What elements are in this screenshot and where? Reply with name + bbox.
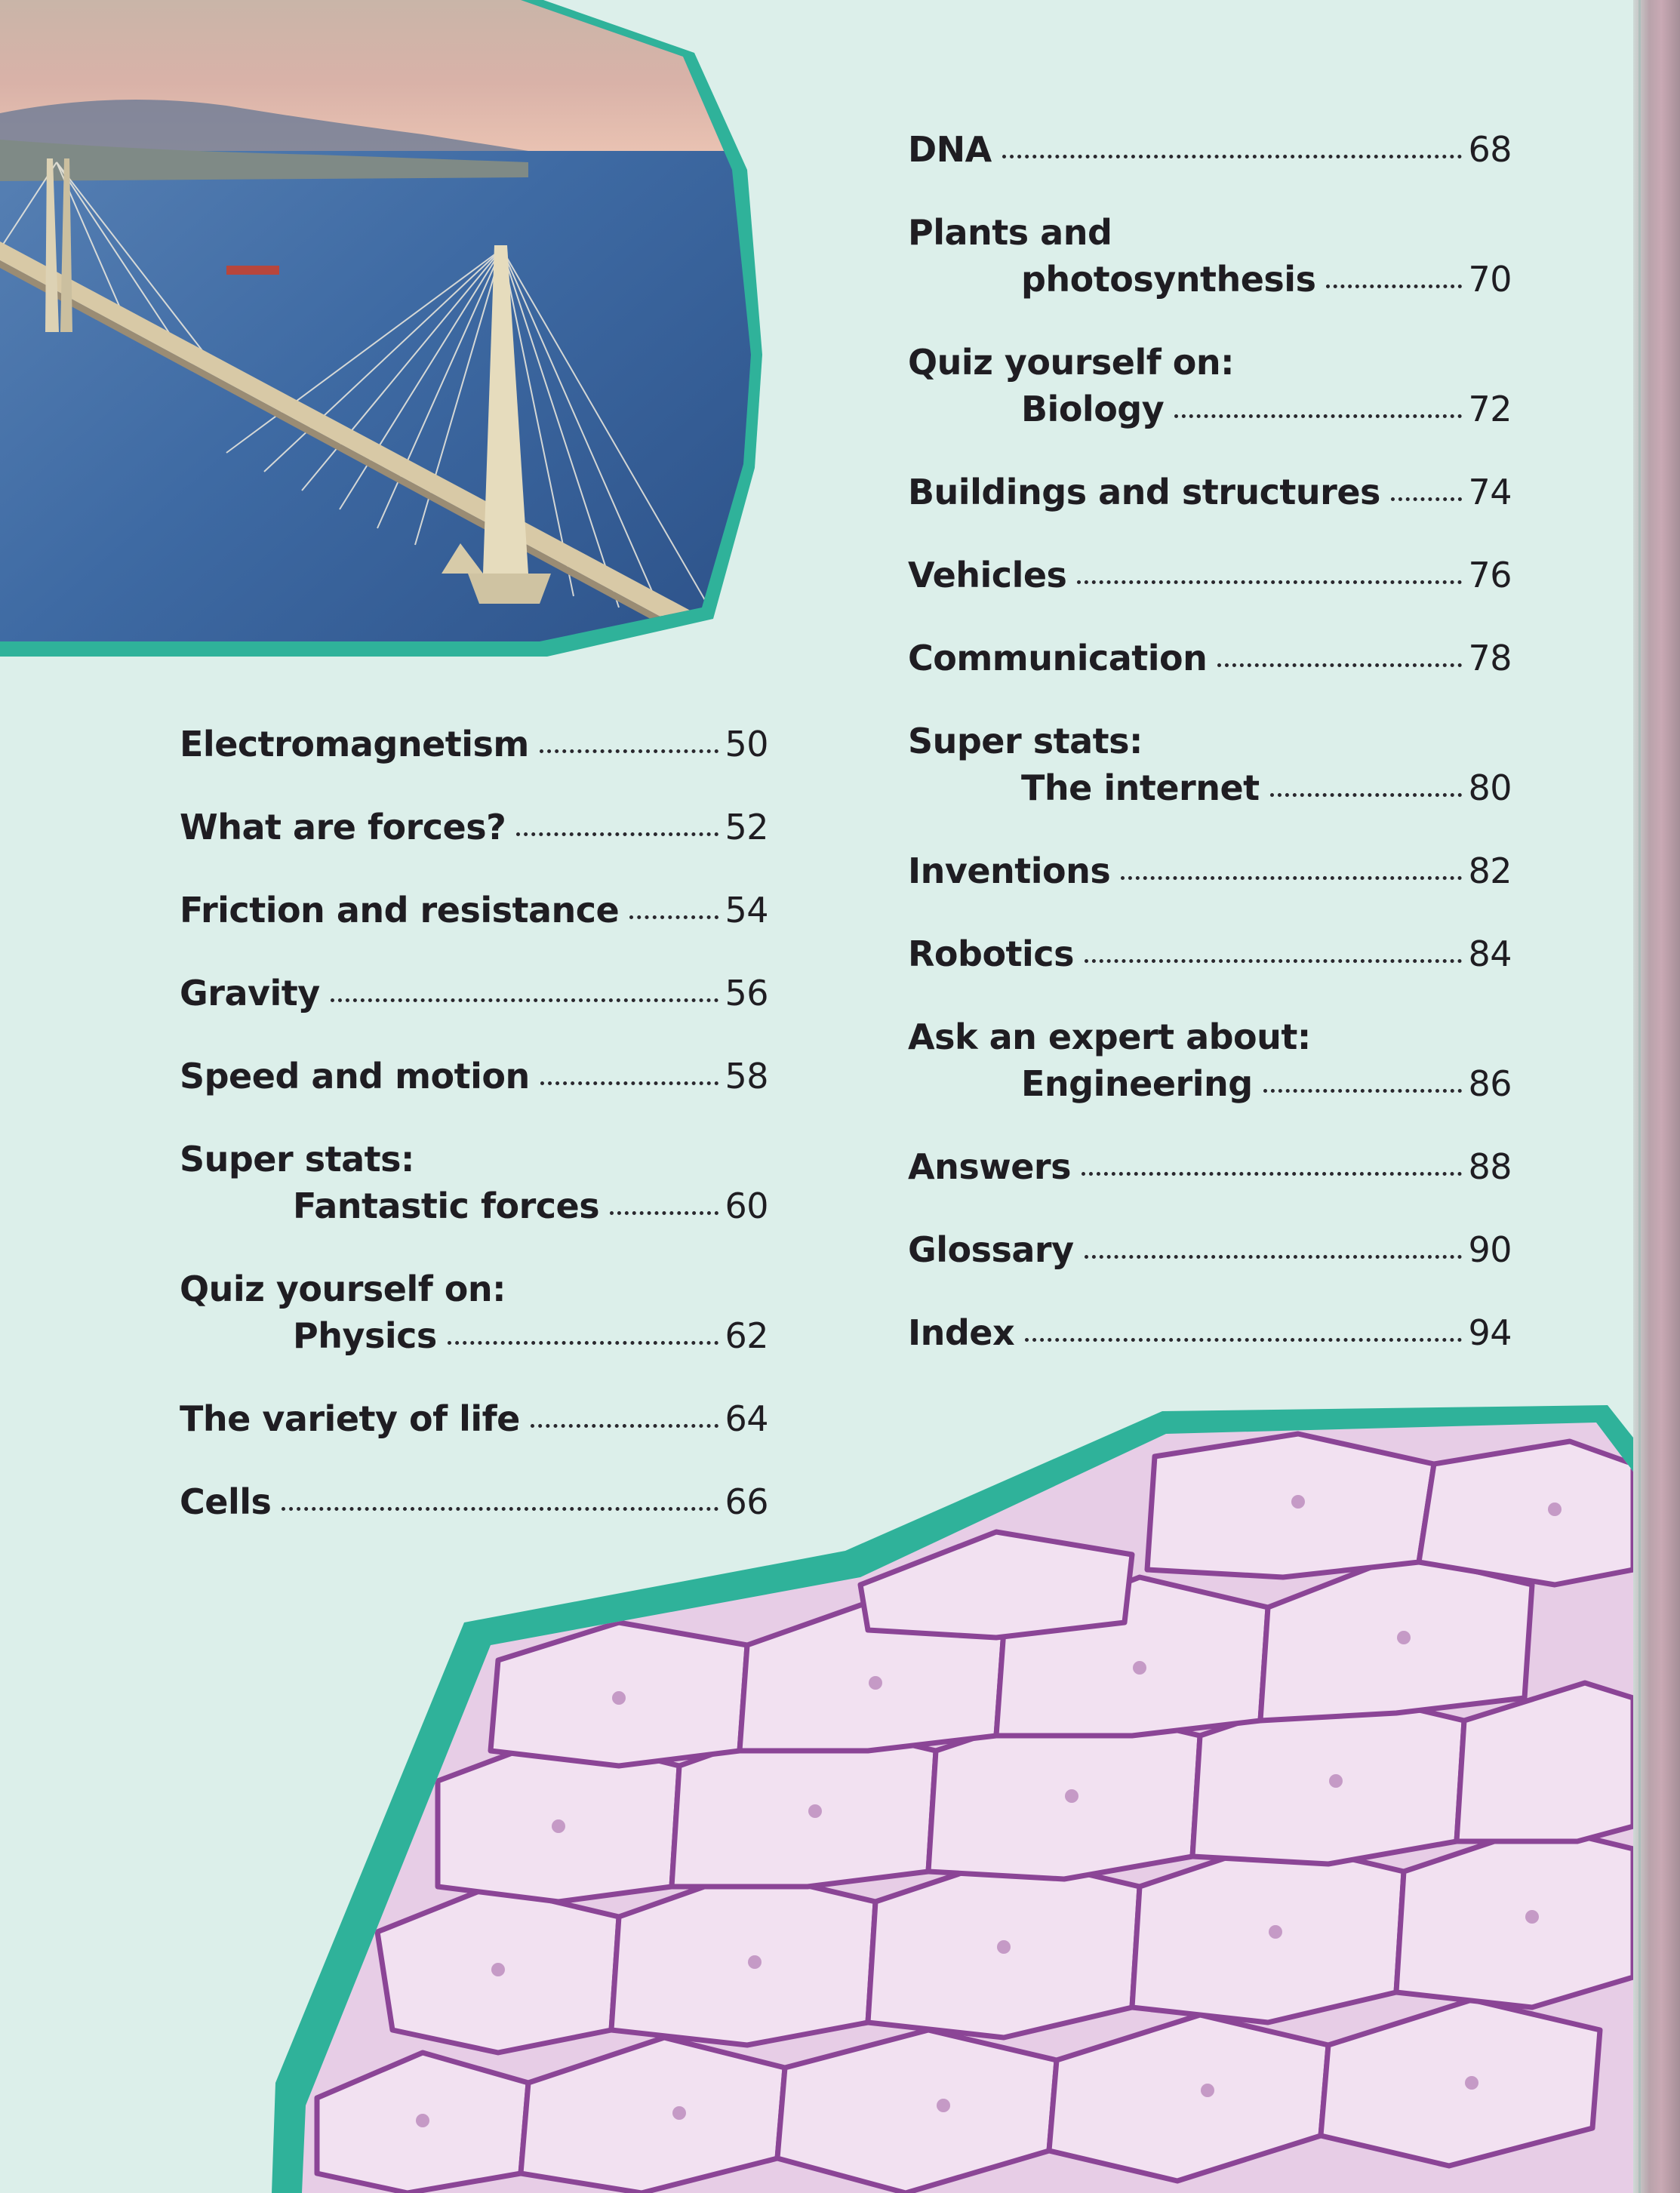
dot-leader bbox=[540, 1081, 719, 1085]
toc-title: Speed and motion bbox=[180, 1056, 530, 1096]
dot-leader bbox=[610, 1211, 718, 1215]
toc-entry[interactable] bbox=[180, 1478, 768, 1525]
toc-lead: Super stats: bbox=[180, 1139, 414, 1180]
page-fold bbox=[1638, 0, 1641, 2193]
toc-page-number: 62 bbox=[725, 1315, 768, 1356]
toc-entry[interactable] bbox=[908, 1013, 1512, 1107]
toc-entry[interactable] bbox=[180, 1136, 768, 1229]
toc-page-number: 52 bbox=[725, 807, 768, 847]
dot-leader bbox=[531, 1424, 719, 1428]
toc-title: Electromagnetism bbox=[180, 724, 529, 764]
toc-title: What are forces? bbox=[180, 807, 506, 847]
dot-leader bbox=[282, 1507, 718, 1511]
toc-entry[interactable] bbox=[180, 1395, 768, 1442]
toc-page-number: 74 bbox=[1468, 472, 1512, 512]
toc-entry[interactable] bbox=[908, 635, 1512, 681]
toc-page-number: 84 bbox=[1468, 933, 1512, 974]
toc-entry[interactable] bbox=[180, 721, 768, 767]
toc-title: Robotics bbox=[908, 933, 1074, 974]
toc-entry[interactable] bbox=[908, 209, 1512, 303]
toc-title: Engineering bbox=[1021, 1063, 1253, 1104]
dot-leader bbox=[1391, 497, 1463, 501]
toc-title: Cells bbox=[180, 1481, 272, 1522]
toc-title: Gravity bbox=[180, 973, 320, 1013]
toc-page-number: 76 bbox=[1468, 555, 1512, 595]
dot-leader bbox=[1174, 414, 1462, 418]
toc-title: The variety of life bbox=[180, 1398, 520, 1439]
dot-leader bbox=[1121, 876, 1462, 880]
dot-leader bbox=[1085, 1255, 1463, 1259]
toc-title: Buildings and structures bbox=[908, 472, 1380, 512]
toc-entry[interactable] bbox=[180, 887, 768, 933]
toc-page-number: 56 bbox=[725, 973, 768, 1013]
toc-page-number: 58 bbox=[725, 1056, 768, 1096]
toc-title: Answers bbox=[908, 1146, 1071, 1187]
toc-page-number: 88 bbox=[1468, 1146, 1512, 1187]
toc-page-number: 64 bbox=[725, 1398, 768, 1439]
toc-title: Friction and resistance bbox=[180, 890, 620, 930]
toc-entry[interactable] bbox=[908, 469, 1512, 515]
toc-title: Index bbox=[908, 1312, 1015, 1353]
toc-left-column bbox=[180, 721, 768, 1561]
toc-title: The internet bbox=[1021, 767, 1260, 808]
toc-entry[interactable] bbox=[908, 1309, 1512, 1356]
toc-entry[interactable] bbox=[908, 718, 1512, 811]
toc-title: Vehicles bbox=[908, 555, 1067, 595]
toc-right-column bbox=[908, 126, 1512, 1392]
toc-lead: Quiz yourself on: bbox=[180, 1269, 506, 1309]
toc-title: Glossary bbox=[908, 1229, 1074, 1270]
toc-entry[interactable] bbox=[180, 804, 768, 850]
toc-title: DNA bbox=[908, 129, 992, 170]
toc-page-number: 90 bbox=[1468, 1229, 1512, 1270]
toc-entry[interactable] bbox=[908, 126, 1512, 173]
toc-entry[interactable] bbox=[908, 552, 1512, 598]
dot-leader bbox=[331, 998, 719, 1002]
toc-page-number: 86 bbox=[1468, 1063, 1512, 1104]
toc-lead: Plants and bbox=[908, 212, 1112, 253]
toc-title: Inventions bbox=[908, 850, 1111, 891]
toc-entry[interactable] bbox=[908, 339, 1512, 432]
toc-page-number: 66 bbox=[725, 1481, 768, 1522]
toc-lead: Quiz yourself on: bbox=[908, 342, 1235, 383]
dot-leader bbox=[448, 1341, 719, 1345]
toc-page-number: 80 bbox=[1468, 767, 1512, 808]
toc-page-number: 70 bbox=[1468, 259, 1512, 300]
dot-leader bbox=[1077, 580, 1462, 584]
toc-entry[interactable] bbox=[908, 930, 1512, 977]
toc-entry[interactable] bbox=[180, 970, 768, 1017]
dot-leader bbox=[1025, 1338, 1462, 1342]
toc-page-number: 82 bbox=[1468, 850, 1512, 891]
toc-entry[interactable] bbox=[180, 1053, 768, 1100]
toc-lead: Super stats: bbox=[908, 721, 1143, 761]
toc-page-number: 78 bbox=[1468, 638, 1512, 678]
dot-leader bbox=[629, 915, 718, 919]
toc-page-number: 54 bbox=[725, 890, 768, 930]
dot-leader bbox=[1270, 793, 1463, 797]
toc-lead: Ask an expert about: bbox=[908, 1017, 1311, 1057]
toc-title: photosynthesis bbox=[1021, 259, 1316, 300]
toc-page-number: 68 bbox=[1468, 129, 1512, 170]
toc-entry[interactable] bbox=[908, 847, 1512, 894]
toc-entry[interactable] bbox=[908, 1226, 1512, 1273]
toc-title: Physics bbox=[293, 1315, 437, 1356]
dot-leader bbox=[1326, 285, 1462, 288]
toc-entry[interactable] bbox=[180, 1266, 768, 1359]
dot-leader bbox=[1082, 1172, 1462, 1176]
toc-page-number: 60 bbox=[725, 1186, 768, 1226]
toc-page-number: 94 bbox=[1468, 1312, 1512, 1353]
dot-leader bbox=[516, 832, 718, 836]
toc-page-number: 72 bbox=[1468, 389, 1512, 429]
dot-leader bbox=[1263, 1089, 1463, 1093]
dot-leader bbox=[1085, 959, 1462, 963]
dot-leader bbox=[540, 749, 719, 753]
toc-title: Communication bbox=[908, 638, 1208, 678]
toc-title: Fantastic forces bbox=[293, 1186, 600, 1226]
dot-leader bbox=[1002, 155, 1463, 158]
toc-title: Biology bbox=[1021, 389, 1165, 429]
toc-page-number: 50 bbox=[725, 724, 768, 764]
dot-leader bbox=[1217, 663, 1462, 667]
toc-entry[interactable] bbox=[908, 1143, 1512, 1190]
